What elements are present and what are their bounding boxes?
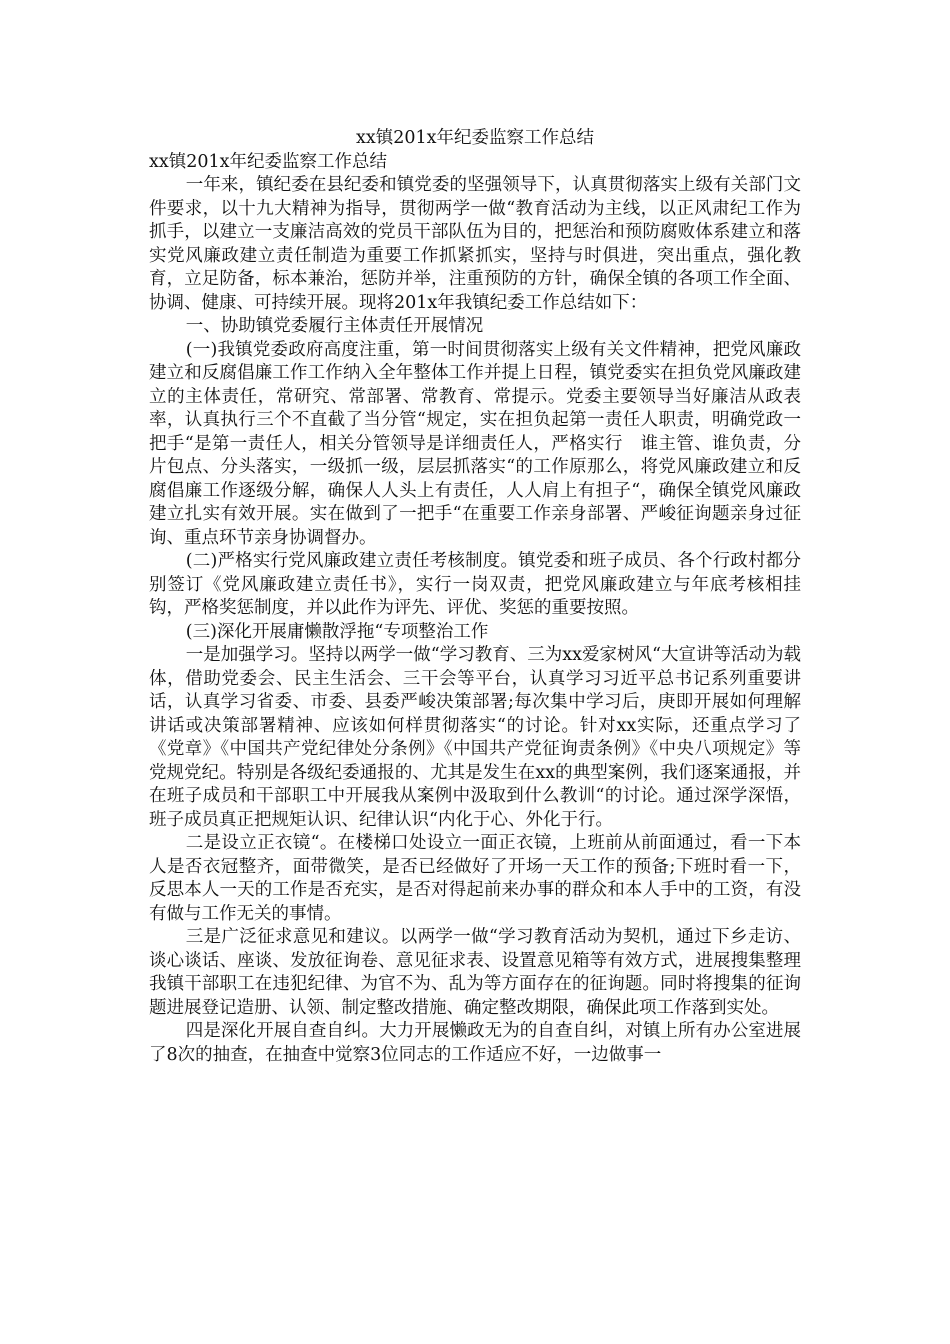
section-heading: 一、协助镇党委履行主体责任开展情况	[185, 316, 484, 336]
paragraph-item-2: (二)严格实行党风廉政建立责任考核制度。镇党委和班子成员、各个行政村都分别签订《党风廉政建立责任书》，实行一岗双责，把党风廉政建立与年底考核相挂钩，严格奖惩制度，并以此作为评先、评优、奖惩的重要按照。	[149, 551, 801, 618]
paragraph-point-4: 四是深化开展自查自纠。大力开展懒政无为的自查自纠，对镇上所有办公室进展了8次的抽查，在抽查中觉察3位同志的工作适应不好，一边做事一	[149, 1021, 801, 1065]
paragraph-point-2: 二是设立正衣镜“。在楼梯口处设立一面正衣镜，上班前从前面通过，看一下本人是否衣冠整齐，面带微笑，是否已经做好了开场一天工作的预备;下班时看一下，反思本人一天的工作是否充实，是否对得起前来办事的群众和本人手中的工资，有没有做与工作无关的事情。	[149, 833, 801, 924]
document-title: xx镇201x年纪委监察工作总结	[355, 128, 594, 148]
intro-paragraph: 一年来，镇纪委在县纪委和镇党委的坚强领导下，认真贯彻落实上级有关部门文件要求，以十九大精神为指导，贯彻两学一做“教育活动为主线，以正风肃纪工作为抓手，以建立一支廉洁高效的党员干部队伍为目的，把惩治和预防腐败体系建立和落实党风廉政建立责任制造为重要工作抓紧抓实，坚持与时俱进，突出重点，强化教育，立足防备，标本兼治，惩防并举，注重预防的方针，确保全镇的各项工作全面、协调、健康、可持续开展。现将201x年我镇纪委工作总结如下：	[149, 175, 801, 313]
subsection-heading: (三)深化开展庸懒散浮拖“专项整治工作	[185, 621, 489, 642]
paragraph-item-1: (一)我镇党委政府高度注重，第一时间贯彻落实上级有关文件精神，把党风廉政建立和反腐倡廉工作工作纳入全年整体工作并提上日程，镇党委实在担负党风廉政建立的主体责任，常研究、常部署、常教育、常提示。党委主要领导当好廉洁从政表率，认真执行三个不直截了当分管“规定，实在担负起第一责任人职责，明确党政一把手“是第一责任人，相关分管领导是详细责任人，严格实行 谁主管、谁负责，分片包点、分头落实，一级抓一级，层层抓落实“的工作原那么，将党风廉政建立和反腐倡廉工作逐级分解，确保人人头上有责任，人人肩上有担子“，确保全镇党风廉政建立扎实有效开展。实在做到了一把手“在重要工作亲身部署、严峻征询题亲身过征询、重点环节亲身协调督办。	[149, 339, 801, 548]
document-body	[149, 127, 801, 1067]
paragraph-point-1: 一是加强学习。坚持以两学一做“学习教育、三为xx爱家树风“大宣讲等活动为载体，借助党委会、民主生活会、三干会等平台，认真学习习近平总书记系列重要讲话，认真学习省委、市委、县委严峻决策部署;每次集中学习后，庚即开展如何理解讲话或决策部署精神、应该如何样贯彻落实“的讨论。针对xx实际，还重点学习了《党章》《中国共产党纪律处分条例》《中国共产党征询责条例》《中央八项规定》等党规党纪。特别是各级纪委通报的、尤其是发生在xx的典型案例，我们逐案通报，并在班子成员和干部职工中开展我从案例中汲取到什么教训“的讨论。通过深学深悟，班子成员真正把规矩认识、纪律认识“内化于心、外化于行。	[149, 645, 801, 830]
document-subtitle: xx镇201x年纪委监察工作总结	[149, 151, 388, 172]
paragraph-point-3: 三是广泛征求意见和建议。以两学一做“学习教育活动为契机，通过下乡走访、谈心谈话、座谈、发放征询卷、意见征求表、设置意见箱等有效方式，进展搜集整理我镇干部职工在违犯纪律、为官不为、乱为等方面存在的征询题。同时将搜集的征询题进展登记造册、认领、制定整改措施、确定整改期限，确保此项工作落到实处。	[149, 927, 801, 1018]
